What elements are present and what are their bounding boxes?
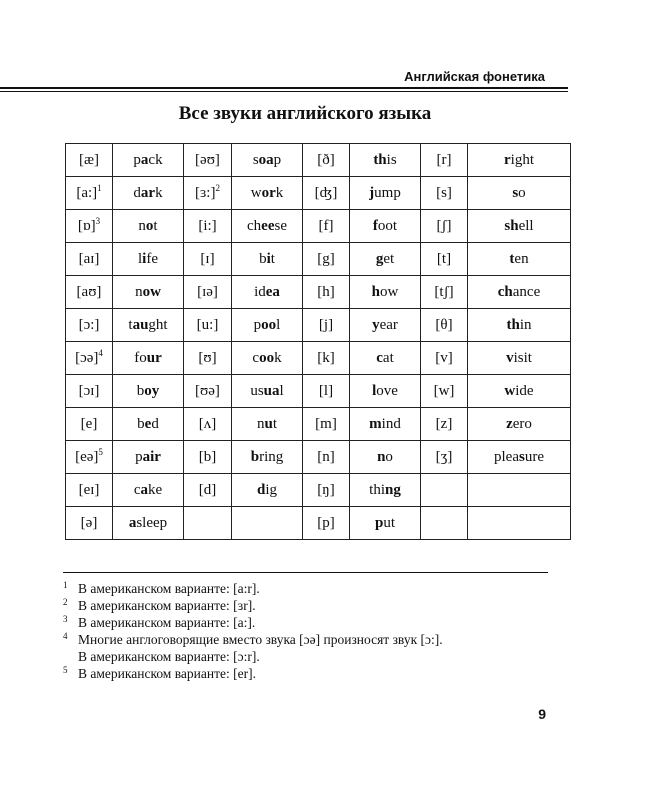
sound-symbol-cell: [303, 177, 350, 210]
sound-symbol-cell: [421, 408, 468, 441]
word-highlight: t: [509, 250, 515, 267]
example-word-cell: [468, 408, 571, 441]
sound-symbol-cell: [421, 276, 468, 309]
footnote-text: В американском варианте: [a:r].: [78, 581, 260, 596]
word-part: n: [138, 217, 146, 234]
word-highlight: d: [256, 481, 266, 498]
example-word-cell: [350, 144, 421, 177]
word-part: b: [137, 415, 145, 432]
sound-symbol: [g]: [317, 250, 335, 267]
sound-symbol-cell: [421, 210, 468, 243]
example-word-cell: [232, 243, 303, 276]
word-highlight: ur: [146, 349, 162, 366]
sound-symbol-cell: [184, 507, 232, 540]
sound-symbol-cell: [303, 507, 350, 540]
sound-symbol-cell: [66, 243, 113, 276]
word-highlight: o: [145, 217, 154, 234]
word-part: is: [386, 151, 397, 168]
sound-symbol-cell: [184, 210, 232, 243]
sound-symbol-cell: [184, 474, 232, 507]
word-highlight: sh: [504, 217, 519, 234]
sound-symbol: [ʊ]: [198, 349, 217, 366]
sound-symbol-cell: [66, 309, 113, 342]
sound-symbol: [ɔə]: [75, 349, 99, 366]
word-part: ove: [376, 382, 398, 399]
footnote-number: 2: [63, 597, 68, 607]
sound-symbol-cell: [184, 408, 232, 441]
word-part: ck: [148, 151, 163, 168]
word-highlight: u: [264, 415, 273, 432]
table-row: [66, 408, 571, 441]
word-part: us: [250, 382, 264, 399]
sound-symbol: [ɪ]: [200, 250, 215, 267]
table-row: [66, 342, 571, 375]
word-part: b: [136, 382, 145, 399]
header-rule-thin: [0, 91, 568, 92]
word-part: t: [153, 217, 158, 234]
sound-symbol-cell: [184, 441, 232, 474]
page-title: Все звуки английского языка: [178, 103, 432, 124]
example-word-cell: [468, 243, 571, 276]
word-part: d: [133, 184, 141, 201]
sound-symbol: [eɪ]: [78, 481, 100, 498]
footnote-number: 4: [63, 631, 68, 641]
sound-symbol: [v]: [435, 349, 453, 366]
word-part: p: [253, 316, 262, 333]
example-word-cell: [232, 342, 303, 375]
word-highlight: ua: [263, 382, 280, 399]
page-number: 9: [538, 706, 546, 722]
sound-symbol: [f]: [318, 217, 334, 234]
example-word-cell: [113, 408, 184, 441]
footnote: [63, 665, 550, 682]
example-word-cell: [113, 177, 184, 210]
word-part: ero: [512, 415, 532, 432]
word-highlight: ar: [140, 184, 156, 201]
example-word-cell: [232, 474, 303, 507]
word-highlight: ng: [385, 481, 401, 498]
sound-symbol-cell: [66, 375, 113, 408]
word-highlight: ea: [265, 283, 280, 300]
word-highlight: y: [372, 316, 380, 333]
example-word-cell: [350, 375, 421, 408]
word-highlight: m: [369, 415, 382, 432]
word-part: ear: [379, 316, 398, 333]
sound-symbol: [ŋ]: [317, 481, 335, 498]
example-word-cell: [232, 408, 303, 441]
example-word-cell: [232, 177, 303, 210]
word-part: en: [514, 250, 529, 267]
example-word-cell: [468, 507, 571, 540]
sound-symbol-cell: [66, 144, 113, 177]
sound-symbol: [k]: [317, 349, 335, 366]
sound-symbol: [j]: [318, 316, 334, 333]
word-highlight: r: [503, 151, 511, 168]
word-part: ring: [259, 448, 284, 465]
sound-symbol: [p]: [317, 514, 335, 531]
word-highlight: p: [374, 514, 384, 531]
word-highlight: j: [369, 184, 375, 201]
word-part: ance: [512, 283, 541, 300]
word-part: ke: [148, 481, 163, 498]
footnote-marker: 1: [97, 182, 102, 193]
sound-symbol: [r]: [436, 151, 452, 168]
sound-symbol-cell: [303, 342, 350, 375]
sound-symbol: [aʊ]: [76, 283, 102, 300]
word-highlight: or: [261, 184, 276, 201]
word-part: t: [270, 250, 275, 267]
table-row: [66, 177, 571, 210]
word-part: p: [273, 151, 282, 168]
footnote-marker: 5: [98, 446, 103, 457]
word-part: in: [519, 316, 532, 333]
word-part: ump: [374, 184, 401, 201]
word-part: plea: [494, 448, 519, 465]
example-word-cell: [468, 375, 571, 408]
word-part: ght: [148, 316, 168, 333]
word-highlight: l: [372, 382, 377, 399]
footnote: [63, 580, 550, 597]
sound-symbol: [ɔɪ]: [78, 382, 100, 399]
footnote: [63, 614, 550, 631]
word-part: id: [254, 283, 266, 300]
sound-symbol: [u:]: [196, 316, 219, 333]
sound-symbol: [n]: [317, 448, 335, 465]
example-word-cell: [468, 276, 571, 309]
sound-symbol-cell: [184, 144, 232, 177]
table-row: [66, 309, 571, 342]
word-highlight: ee: [261, 217, 275, 234]
sound-symbol-cell: [66, 177, 113, 210]
word-highlight: au: [132, 316, 149, 333]
example-word-cell: [113, 309, 184, 342]
footnote-number: 1: [63, 580, 68, 590]
footnote: [63, 631, 550, 665]
example-word-cell: [468, 177, 571, 210]
word-part: k: [274, 349, 282, 366]
word-highlight: s: [512, 184, 519, 201]
word-part: o: [518, 184, 526, 201]
word-highlight: i: [142, 250, 147, 267]
sound-symbol-cell: [184, 342, 232, 375]
sound-symbol: [eə]: [75, 448, 99, 465]
example-word-cell: [232, 144, 303, 177]
sound-symbol: [d]: [198, 481, 217, 498]
sound-symbol-cell: [303, 243, 350, 276]
example-word-cell: [468, 144, 571, 177]
sound-symbol: [æ]: [79, 151, 99, 168]
word-part: ind: [381, 415, 401, 432]
sound-symbol: [ʒ]: [435, 448, 453, 465]
table-row: [66, 441, 571, 474]
word-highlight: th: [506, 316, 520, 333]
word-highlight: oo: [261, 316, 277, 333]
footnote: [63, 597, 550, 614]
table-row: [66, 144, 571, 177]
sound-symbol-cell: [303, 144, 350, 177]
sound-symbol-cell: [66, 210, 113, 243]
sound-symbol: [ɒ]: [77, 217, 96, 234]
sound-symbol: [ɪə]: [197, 283, 218, 300]
sound-symbol: [ʊə]: [195, 382, 220, 399]
sound-symbol-cell: [66, 441, 113, 474]
word-part: l: [138, 250, 143, 267]
word-part: l: [279, 382, 284, 399]
sound-symbol-cell: [303, 474, 350, 507]
word-highlight: e: [144, 415, 152, 432]
sound-symbol: [əʊ]: [195, 151, 220, 168]
word-highlight: air: [142, 448, 161, 465]
sound-symbol: [l]: [318, 382, 334, 399]
example-word-cell: [468, 309, 571, 342]
sound-symbol-cell: [303, 375, 350, 408]
footnote-text: В американском варианте: [er].: [78, 666, 256, 681]
word-highlight: h: [371, 283, 380, 300]
table-row: [66, 243, 571, 276]
example-word-cell: [113, 210, 184, 243]
section-title: Английская фонетика: [404, 69, 545, 84]
sound-symbol-cell: [421, 375, 468, 408]
sound-symbol: [m]: [315, 415, 337, 432]
sound-symbol: [ʌ]: [198, 415, 217, 432]
sound-symbol-cell: [66, 408, 113, 441]
sounds-table: [65, 143, 571, 540]
word-part: c: [252, 349, 260, 366]
word-part: ide: [515, 382, 534, 399]
word-part: n: [135, 283, 143, 300]
word-highlight: s: [518, 448, 525, 465]
sound-symbol: [z]: [435, 415, 453, 432]
sound-symbol: [ə]: [80, 514, 98, 531]
example-word-cell: [350, 309, 421, 342]
sound-symbol-cell: [303, 408, 350, 441]
word-part: l: [276, 316, 281, 333]
table-row: [66, 507, 571, 540]
sound-symbol: [aɪ]: [78, 250, 100, 267]
footnote-text: В американском варианте: [ɔ:r].: [78, 649, 260, 664]
example-word-cell: [350, 276, 421, 309]
example-word-cell: [350, 441, 421, 474]
word-part: p: [133, 151, 141, 168]
sound-symbol: [t]: [436, 250, 452, 267]
word-highlight: n: [377, 448, 386, 465]
word-highlight: c: [376, 349, 383, 366]
word-part: isit: [513, 349, 532, 366]
example-word-cell: [232, 507, 303, 540]
word-part: w: [250, 184, 262, 201]
word-highlight: oy: [144, 382, 160, 399]
sound-symbol: [w]: [433, 382, 455, 399]
footnote-marker: 3: [95, 215, 101, 226]
table-row: [66, 210, 571, 243]
word-highlight: g: [375, 250, 384, 267]
word-highlight: b: [250, 448, 260, 465]
footnote-number: 5: [63, 665, 68, 675]
word-highlight: a: [140, 481, 148, 498]
word-highlight: ow: [142, 283, 161, 300]
example-word-cell: [113, 474, 184, 507]
example-word-cell: [113, 441, 184, 474]
sound-symbol-cell: [66, 507, 113, 540]
example-word-cell: [113, 276, 184, 309]
sound-symbol-cell: [184, 177, 232, 210]
word-part: d: [151, 415, 159, 432]
table-row: [66, 474, 571, 507]
word-part: fo: [134, 349, 147, 366]
word-part: sleep: [136, 514, 168, 531]
example-word-cell: [350, 243, 421, 276]
word-part: ell: [518, 217, 534, 234]
word-part: ut: [383, 514, 395, 531]
word-highlight: v: [506, 349, 514, 366]
word-part: ch: [247, 217, 262, 234]
sound-symbol: [tʃ]: [434, 283, 454, 300]
footnote-text: Многие англоговорящие вместо звука [ɔə] произносят звук [ɔ:].: [78, 632, 443, 647]
word-part: ight: [510, 151, 534, 168]
sound-symbol-cell: [303, 309, 350, 342]
word-part: k: [275, 184, 284, 201]
word-part: ig: [265, 481, 277, 498]
table-row: [66, 276, 571, 309]
word-part: p: [135, 448, 143, 465]
word-part: s: [252, 151, 259, 168]
word-highlight: th: [373, 151, 387, 168]
word-part: ure: [524, 448, 544, 465]
example-word-cell: [232, 210, 303, 243]
sound-symbol-cell: [421, 474, 468, 507]
header-rule-thick: [0, 87, 568, 89]
example-word-cell: [113, 144, 184, 177]
example-word-cell: [468, 474, 571, 507]
sound-symbol-cell: [303, 276, 350, 309]
word-part: ow: [380, 283, 399, 300]
word-highlight: z: [506, 415, 513, 432]
sound-symbol-cell: [184, 309, 232, 342]
word-part: k: [155, 184, 163, 201]
sound-symbol: [b]: [198, 448, 217, 465]
example-word-cell: [350, 342, 421, 375]
word-part: t: [272, 415, 277, 432]
sound-symbol-cell: [421, 243, 468, 276]
word-highlight: oa: [258, 151, 274, 168]
word-part: fe: [146, 250, 158, 267]
sound-symbol: [ɜ:]: [195, 184, 216, 201]
sound-symbol-cell: [303, 210, 350, 243]
word-highlight: f: [372, 217, 378, 234]
word-highlight: ch: [497, 283, 513, 300]
sound-symbol: [ʃ]: [436, 217, 452, 234]
sound-symbol-cell: [421, 309, 468, 342]
sound-symbol: [ð]: [317, 151, 335, 168]
sound-symbol-cell: [421, 177, 468, 210]
example-word-cell: [232, 309, 303, 342]
sound-symbol-cell: [66, 276, 113, 309]
word-part: o: [385, 448, 393, 465]
example-word-cell: [113, 342, 184, 375]
example-word-cell: [113, 243, 184, 276]
sound-symbol-cell: [66, 342, 113, 375]
example-word-cell: [113, 507, 184, 540]
word-part: oot: [377, 217, 398, 234]
sound-symbol: [ʤ]: [314, 184, 338, 201]
example-word-cell: [468, 210, 571, 243]
sound-symbol-cell: [184, 276, 232, 309]
example-word-cell: [232, 375, 303, 408]
word-highlight: oo: [259, 349, 275, 366]
example-word-cell: [350, 507, 421, 540]
sound-symbol-cell: [184, 243, 232, 276]
sound-symbol: [a:]: [76, 184, 98, 201]
footnote-rule: [63, 572, 548, 573]
example-word-cell: [113, 375, 184, 408]
sound-symbol-cell: [421, 342, 468, 375]
word-part: at: [382, 349, 394, 366]
word-highlight: w: [504, 382, 516, 399]
word-part: se: [274, 217, 287, 234]
word-part: et: [383, 250, 395, 267]
sound-symbol-cell: [303, 441, 350, 474]
example-word-cell: [232, 276, 303, 309]
sound-symbol-cell: [66, 474, 113, 507]
word-part: c: [133, 481, 141, 498]
word-part: b: [259, 250, 267, 267]
sound-symbol: [s]: [436, 184, 452, 201]
word-highlight: i: [266, 250, 271, 267]
example-word-cell: [350, 408, 421, 441]
sound-symbol: [h]: [317, 283, 335, 300]
sound-symbol: [ɔ:]: [78, 316, 100, 333]
example-word-cell: [468, 441, 571, 474]
sound-symbol: [e]: [80, 415, 98, 432]
example-word-cell: [350, 474, 421, 507]
sound-symbol-cell: [184, 375, 232, 408]
footnote-text: В американском варианте: [ɜr].: [78, 598, 256, 613]
word-part: t: [128, 316, 133, 333]
word-highlight: a: [140, 151, 149, 168]
example-word-cell: [350, 210, 421, 243]
sound-symbol-cell: [421, 507, 468, 540]
example-word-cell: [232, 441, 303, 474]
sound-symbol-cell: [421, 441, 468, 474]
word-part: thi: [369, 481, 385, 498]
word-highlight: a: [128, 514, 137, 531]
footnote-marker: 2: [215, 182, 220, 193]
footnotes: [63, 580, 550, 682]
footnote-number: 3: [63, 614, 68, 624]
example-word-cell: [468, 342, 571, 375]
sound-symbol: [i:]: [198, 217, 217, 234]
example-word-cell: [350, 177, 421, 210]
footnote-text: В американском варианте: [a:].: [78, 615, 256, 630]
sound-symbol: [θ]: [435, 316, 453, 333]
table-row: [66, 375, 571, 408]
sound-symbol-cell: [421, 144, 468, 177]
word-part: n: [256, 415, 265, 432]
footnote-marker: 4: [98, 347, 103, 358]
